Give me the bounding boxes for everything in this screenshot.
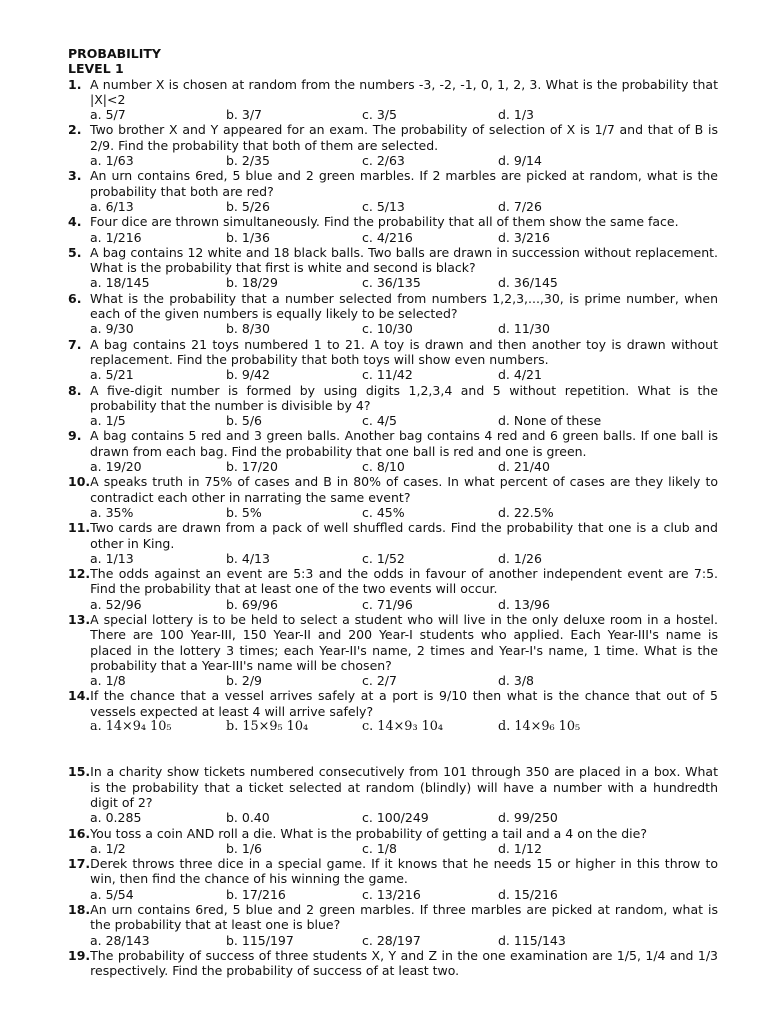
- option-c: c. 4/5: [362, 413, 397, 429]
- question-number: 15.: [68, 764, 91, 780]
- option-c: c. 8/10: [362, 459, 405, 475]
- question-row: [68, 214, 718, 229]
- options-row: [90, 841, 718, 856]
- option-d: d. 21/40: [498, 459, 550, 475]
- question-number: 16.: [68, 825, 91, 841]
- option-d: d. 11/30: [498, 321, 550, 337]
- options-row: [90, 673, 718, 688]
- question-text: A bag contains 21 toys numbered 1 to 21. A toy is drawn and then another toy is drawn without replacement. Find the probability that both toys will show even numbers.: [90, 336, 718, 367]
- options-row: [90, 230, 718, 245]
- question-row: [68, 612, 718, 673]
- question-item: [68, 520, 718, 566]
- question-row: [68, 764, 718, 810]
- option-b: b. 2/9: [226, 673, 262, 689]
- question-number: 6.: [68, 290, 82, 306]
- question-text: Two cards are drawn from a pack of well shuffled cards. Find the probability that one is a club and other in King.: [90, 520, 718, 551]
- option-a: a. 1/5: [90, 413, 126, 429]
- question-text: If the chance that a vessel arrives safely at a port is 9/10 then what is the chance that out of 5 vessels expected at least 4 will arrive safely?: [90, 688, 718, 719]
- option-c: c. 3/5: [362, 107, 397, 123]
- options-row: [90, 413, 718, 428]
- question-row: [68, 902, 718, 933]
- question-number: 4.: [68, 214, 82, 230]
- option-b: b. 2/35: [226, 153, 270, 169]
- option-a: a. 35%: [90, 504, 134, 520]
- option-a: a. 28/143: [90, 932, 150, 948]
- option-d: d. 7/26: [498, 198, 542, 214]
- option-a: a. 19/20: [90, 459, 142, 475]
- options-row: [90, 199, 718, 214]
- question-item: [68, 428, 718, 474]
- options-row: [90, 367, 718, 382]
- question-text: An urn contains 6red, 5 blue and 2 green marbles. If three marbles are picked at random, what is the probability that at least one is blue?: [90, 902, 718, 933]
- option-b: b. 8/30: [226, 321, 270, 337]
- question-number: 10.: [68, 474, 91, 490]
- options-row: [90, 933, 718, 948]
- option-d: d. 13/96: [498, 596, 550, 612]
- option-b: b. 0.40: [226, 810, 270, 826]
- question-text: A speaks truth in 75% of cases and B in 80% of cases. In what percent of cases are they likely to contradict each other in narrating the same event?: [90, 474, 718, 505]
- question-item: [68, 77, 718, 123]
- option-d: d. 1/3: [498, 107, 534, 123]
- question-text: A bag contains 5 red and 3 green balls. Another bag contains 4 red and 6 green balls. If one ball is drawn from each bag. Find the probability that one ball is red and one is green.: [90, 428, 718, 459]
- question-number: 18.: [68, 902, 91, 918]
- option-d: d. 36/145: [498, 275, 558, 291]
- option-c: c. 1/8: [362, 840, 397, 856]
- options-row: [90, 810, 718, 825]
- option-c: c. 36/135: [362, 275, 421, 291]
- question-number: 12.: [68, 566, 91, 582]
- question-text: You toss a coin AND roll a die. What is the probability of getting a tail and a 4 on the die?: [90, 825, 647, 841]
- option-c: c. 5/13: [362, 198, 405, 214]
- option-c: c. 71/96: [362, 596, 413, 612]
- question-item: [68, 474, 718, 520]
- question-text: A five-digit number is formed by using digits 1,2,3,4 and 5 without repetition. What is the probability that the number is divisible by 4?: [90, 382, 718, 413]
- option-b: b. 3/7: [226, 107, 262, 123]
- question-number: 2.: [68, 122, 82, 138]
- question-item: [68, 122, 718, 168]
- question-item: [68, 948, 718, 979]
- option-a: a. 14×9₄ 10₅: [90, 719, 172, 735]
- option-a: a. 1/8: [90, 673, 126, 689]
- option-a: a. 1/13: [90, 550, 134, 566]
- options-row: [90, 321, 718, 336]
- option-d: d. 3/216: [498, 229, 550, 245]
- question-number: 9.: [68, 428, 82, 444]
- question-item: [68, 168, 718, 214]
- options-row: [90, 505, 718, 520]
- option-c: c. 1/52: [362, 550, 405, 566]
- option-b: b. 115/197: [226, 932, 294, 948]
- question-row: [68, 856, 718, 887]
- question-item: [68, 856, 718, 902]
- question-row: [68, 245, 718, 276]
- options-row: [90, 719, 718, 734]
- option-c: c. 14×9₃ 10₄: [362, 719, 444, 735]
- options-row: [90, 459, 718, 474]
- options-row: [90, 887, 718, 902]
- question-row: [68, 291, 718, 322]
- option-d: d. 1/26: [498, 550, 542, 566]
- option-b: b. 1/6: [226, 840, 262, 856]
- option-b: b. 5/26: [226, 198, 270, 214]
- question-number: 11.: [68, 520, 91, 536]
- option-d: d. 1/12: [498, 840, 542, 856]
- question-row: [68, 826, 718, 841]
- question-text: The probability of success of three students X, Y and Z in the one examination are 1/5, 1/4 and 1/3 respectively. Find the probability of success of at least two.: [90, 947, 718, 979]
- worksheet: [68, 46, 718, 979]
- question-row: [68, 948, 718, 979]
- option-d: d. 22.5%: [498, 504, 554, 520]
- question-number: 5.: [68, 244, 82, 260]
- option-b: b. 17/20: [226, 459, 278, 475]
- question-item: [68, 245, 718, 291]
- question-text: A special lottery is to be held to select a student who will live in the only deluxe room in a hostel. There are 100 Year-III, 150 Year-II and 200 Year-I students who applied. Each Year-III's name is placed in the lottery 3 times; each Year-II's name, 2 times and Year-I's name, 1 time. What is the probability that a Year-III's name will be chosen?: [90, 611, 718, 673]
- options-row: [90, 275, 718, 290]
- option-b: b. 1/36: [226, 229, 270, 245]
- option-c: c. 11/42: [362, 367, 413, 383]
- question-text: What is the probability that a number selected from numbers 1,2,3,...,30, is prime number, when each of the given numbers is equally likely to be selected?: [90, 290, 718, 322]
- question-number: 1.: [68, 76, 82, 92]
- option-c: c. 100/249: [362, 810, 429, 826]
- option-c: c. 4/216: [362, 229, 413, 245]
- question-text: A number X is chosen at random from the numbers -3, -2, -1, 0, 1, 2, 3. What is the probability that |X|<2: [90, 76, 718, 107]
- option-c: c. 45%: [362, 504, 405, 520]
- question-item: [68, 291, 718, 337]
- option-a: a. 5/54: [90, 886, 134, 902]
- question-item: [68, 566, 718, 612]
- options-row: [90, 551, 718, 566]
- option-d: d. 15/216: [498, 886, 558, 902]
- option-a: a. 5/7: [90, 107, 126, 123]
- question-row: [68, 566, 718, 597]
- question-text: A bag contains 12 white and 18 black balls. Two balls are drawn in succession without replacement. What is the probability that first is white and second is black?: [90, 244, 718, 276]
- option-c: c. 2/63: [362, 153, 405, 169]
- question-number: 3.: [68, 168, 82, 184]
- question-number: 14.: [68, 688, 91, 704]
- option-d: d. 4/21: [498, 367, 542, 383]
- question-number: 17.: [68, 856, 91, 872]
- options-row: [90, 107, 718, 122]
- question-item: [68, 826, 718, 857]
- option-d: d. 9/14: [498, 153, 542, 169]
- option-a: a. 52/96: [90, 596, 142, 612]
- option-c: c. 28/197: [362, 932, 421, 948]
- question-text: The odds against an event are 5:3 and the odds in favour of another independent event are 7:5. Find the probability that at least one of the two events will occur.: [90, 566, 718, 597]
- question-number: 13.: [68, 611, 91, 627]
- options-row: [90, 597, 718, 612]
- question-text: In a charity show tickets numbered consecutively from 101 through 350 are placed in a box. What is the probability that a ticket selected at random (blindly) will have a number with a hundredth digit of 2?: [90, 764, 718, 810]
- option-b: b. 9/42: [226, 367, 270, 383]
- question-row: [68, 474, 718, 505]
- question-item: [68, 764, 718, 825]
- option-a: a. 0.285: [90, 810, 142, 826]
- option-a: a. 5/21: [90, 367, 134, 383]
- option-c: c. 10/30: [362, 321, 413, 337]
- option-a: a. 6/13: [90, 198, 134, 214]
- question-item: [68, 337, 718, 383]
- option-d: d. 115/143: [498, 932, 566, 948]
- options-row: [90, 153, 718, 168]
- question-number: 7.: [68, 336, 82, 352]
- question-row: [68, 520, 718, 551]
- question-list: [68, 77, 718, 979]
- question-row: [68, 122, 718, 153]
- question-number: 19.: [68, 947, 91, 963]
- spacer: [68, 734, 718, 764]
- question-text: Derek throws three dice in a special game. If it knows that he needs 15 or higher in this throw to win, then find the chance of his winning the game.: [90, 856, 718, 887]
- option-d: d. 99/250: [498, 810, 558, 826]
- option-b: b. 5/6: [226, 413, 262, 429]
- option-b: b. 69/96: [226, 596, 278, 612]
- question-row: [68, 688, 718, 719]
- question-item: [68, 383, 718, 429]
- option-b: b. 18/29: [226, 275, 278, 291]
- option-b: b. 17/216: [226, 886, 286, 902]
- question-item: [68, 214, 718, 245]
- question-row: [68, 337, 718, 368]
- question-text: Four dice are thrown simultaneously. Find the probability that all of them show the same face.: [90, 214, 679, 230]
- option-d: d. 14×9₆ 10₅: [498, 719, 581, 735]
- question-item: [68, 688, 718, 764]
- option-a: a. 18/145: [90, 275, 150, 291]
- option-d: d. 3/8: [498, 673, 534, 689]
- question-row: [68, 428, 718, 459]
- question-text: Two brother X and Y appeared for an exam. The probability of selection of X is 1/7 and that of B is 2/9. Find the probability that both of them are selected.: [90, 122, 718, 153]
- option-b: b. 15×9₅ 10₄: [226, 719, 309, 735]
- level-heading: LEVEL 1: [68, 61, 124, 77]
- question-text: An urn contains 6red, 5 blue and 2 green marbles. If 2 marbles are picked at random, what is the probability that both are red?: [90, 168, 718, 199]
- option-c: c. 2/7: [362, 673, 397, 689]
- question-item: [68, 902, 718, 948]
- question-row: [68, 168, 718, 199]
- option-a: a. 1/216: [90, 229, 142, 245]
- option-a: a. 9/30: [90, 321, 134, 337]
- question-row: [68, 383, 718, 414]
- option-a: a. 1/63: [90, 153, 134, 169]
- option-b: b. 5%: [226, 504, 262, 520]
- option-c: c. 13/216: [362, 886, 421, 902]
- option-a: a. 1/2: [90, 840, 126, 856]
- page-title: PROBABILITY: [68, 46, 161, 61]
- question-number: 8.: [68, 382, 82, 398]
- question-item: [68, 612, 718, 688]
- option-d: d. None of these: [498, 413, 602, 429]
- question-row: [68, 77, 718, 108]
- option-b: b. 4/13: [226, 550, 270, 566]
